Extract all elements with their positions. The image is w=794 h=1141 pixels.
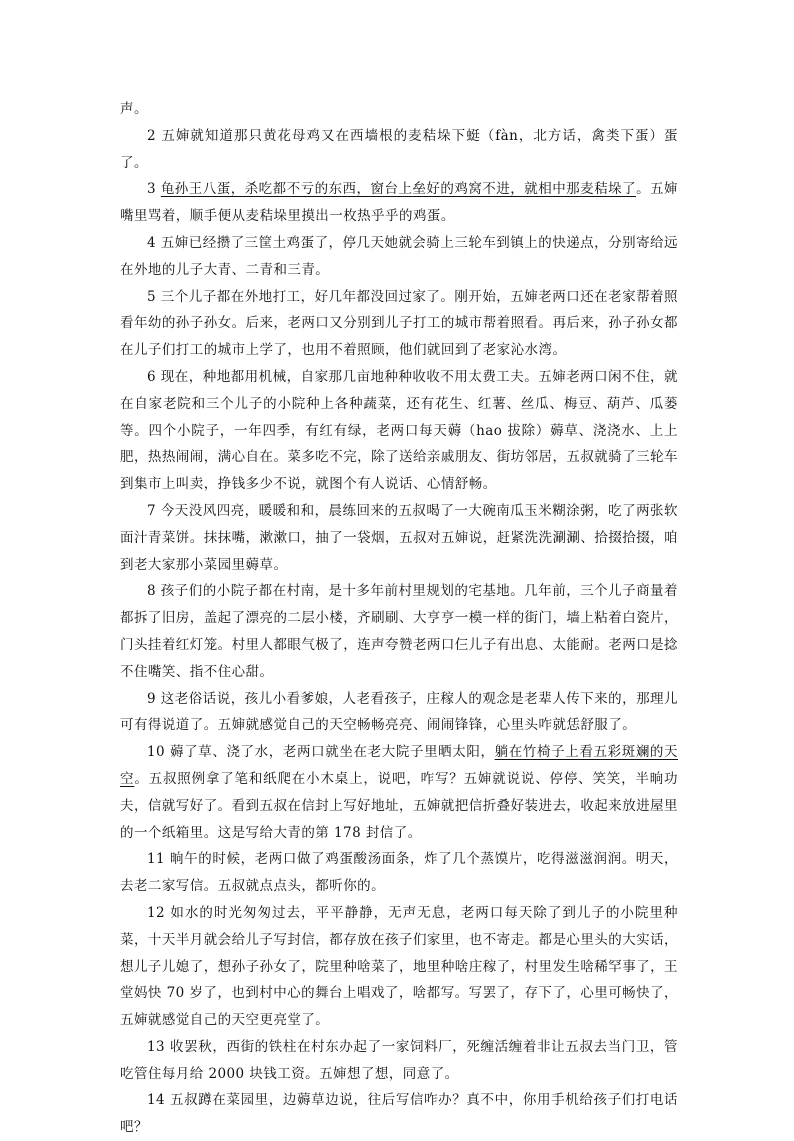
paragraph-12: 12 如水的时光匆匆过去，平平静静，无声无息，老两口每天除了到儿子的小院里种菜，十天半月就会给儿子写封信，都存放在孩子们家里，也不寄走。都是心里头的大实话，想儿子儿媳了，想孙子孙女了，院里种啥菜了，地里种啥庄稼了，村里发生啥稀罕事了，王堂妈快 70 岁了，也到村中心的舞台上唱戏了，啥都写。写罢了，存下了，心里可畅快了，五婶就感觉自己的天空更亮堂了。 <box>120 904 678 1029</box>
paragraph-7: 7 今天没风四亮，暖暖和和，晨练回来的五叔喝了一大碗南瓜玉米糊涂粥，吃了两张软面汁青菜饼。抹抹嘴，漱漱口，抽了一袋烟，五叔对五婶说，赶紧洗洗涮涮、拾掇拾掇，咱到老大家那小菜园里薅草。 <box>120 502 678 573</box>
paragraph-10: 10 薅了草、浇了水，老两口就坐在老大院子里晒太阳，躺在竹椅子上看五彩斑斓的天空。五叔照例拿了笔和纸爬在小木桌上，说吧，咋写？五婶就说说、停停、笑笑，半晌功夫，信就写好了。看到五叔在信封上写好地址，五婶就把信折叠好装进去，收起来放进屋里的一个纸箱里。这是写给大青的第 178 封信了。 <box>120 744 678 841</box>
underlined-sentence: 躺在竹椅子上看五彩斑斓的天空 <box>120 744 678 787</box>
paragraph-3: 3 龟孙王八蛋，杀吃都不亏的东西，窗台上垒好的鸡窝不进，就相中那麦秸垛了。五婶嘴里骂着，顺手便从麦秸垛里摸出一枚热乎乎的鸡蛋。 <box>120 181 678 225</box>
paragraph-14: 14 五叔蹲在菜园里，边薅草边说，往后写信咋办？真不中，你用手机给孩子们打电话吧？ <box>120 1092 678 1136</box>
paragraph-1: 声。 <box>120 101 148 117</box>
paragraph-13: 13 收罢秋，西街的铁柱在村东办起了一家饲料厂，死缠活缠着非让五叔去当门卫，管吃管住每月给 2000 块钱工资。五婶想了想，同意了。 <box>120 1038 678 1082</box>
paragraph-8: 8 孩子们的小院子都在村南，是十多年前村里规划的宅基地。几年前，三个儿子商量着都拆了旧房，盖起了漂亮的二层小楼，齐刷刷、大亨亨一模一样的街门，墙上粘着白瓷片，门头挂着红灯笼。村里人都眼气极了，连声夸赞老两口仨儿子有出息、太能耐。老两口是捻不住嘴笑、指不住心甜。 <box>120 583 678 680</box>
paragraph-11: 11 晌午的时候，老两口做了鸡蛋酸汤面条，炸了几个蒸馍片，吃得滋滋润润。明天，去老二家写信。五叔就点点头，都听你的。 <box>120 851 678 895</box>
paragraph-6: 6 现在，种地都用机械，自家那几亩地种种收收不用太费工夫。五婶老两口闲不住，就在自家老院和三个儿子的小院种上各种蔬菜，还有花生、红薯、丝瓜、梅豆、葫芦、瓜蒌等。四个小院子，一年四季，有红有绿，老两口每天薅（hao 拔除）薅草、浇浇水、上上肥，热热闹闹，满心自在。菜多吃不完，除了送给亲戚朋友、街坊邻居，五叔就骑了三轮车到集市上叫卖，挣钱多少不说，就图个有人说话、心情舒畅。 <box>120 368 678 493</box>
paragraph-9: 9 这老俗话说，孩儿小看爹娘，人老看孩子，庄稼人的观念是老辈人传下来的，那理儿可有得说道了。五婶就感觉自己的天空畅畅亮亮、闹闹锋锋，心里头咋就恁舒服了。 <box>120 690 678 734</box>
underlined-sentence: 龟孙王八蛋，杀吃都不亏的东西，窗台上垒好的鸡窝不进，就相中那麦秸垛了 <box>160 181 637 198</box>
paragraph-5: 5 三个儿子都在外地打工，好几年都没回过家了。刚开始，五婶老两口还在老家帮着照看年幼的孙子孙女。后来，老两口又分别到儿子打工的城市帮着照看。再后来，孙子孙女都在儿子们打工的城市上学了，也用不着照顾，他们就回到了老家沁水湾。 <box>120 288 678 359</box>
paragraph-2: 2 五婶就知道那只黄花母鸡又在西墙根的麦秸垛下蜓（fàn，北方话，禽类下蛋）蛋了。 <box>120 127 678 171</box>
paragraph-4: 4 五婶已经攒了三筐土鸡蛋了，停几天她就会骑上三轮车到镇上的快递点，分别寄给远在外地的儿子大青、二青和三青。 <box>120 234 678 278</box>
